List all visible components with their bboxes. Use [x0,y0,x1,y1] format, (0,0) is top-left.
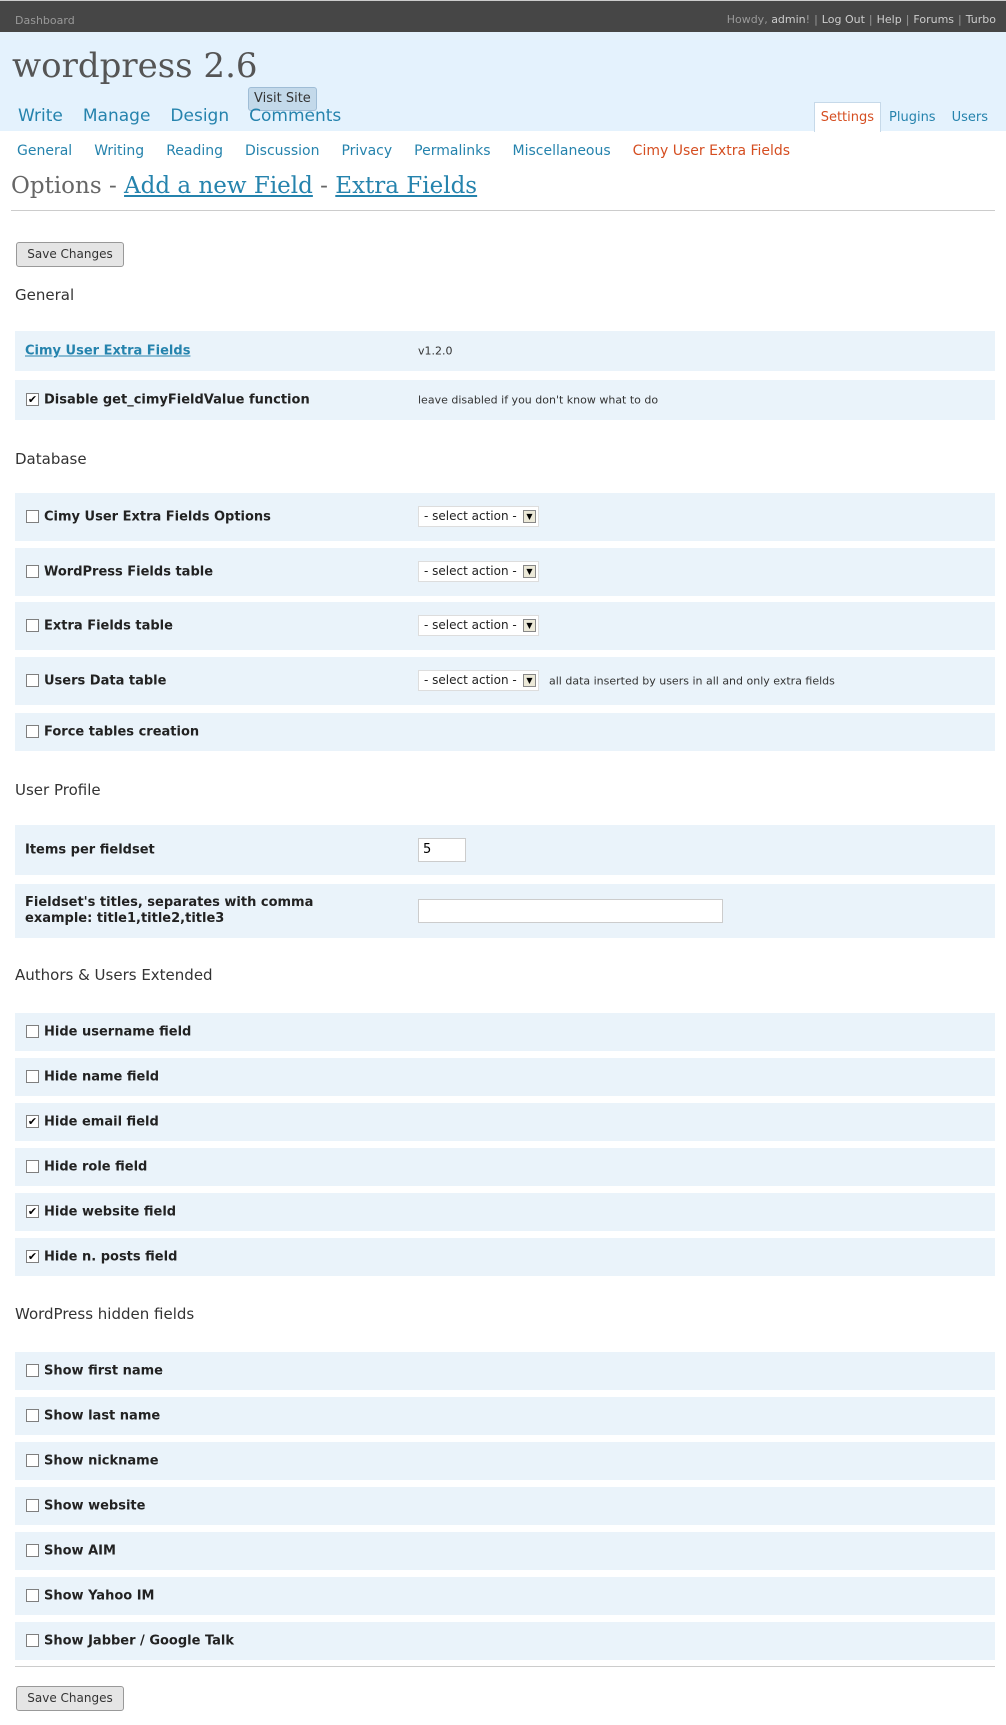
dashboard-label[interactable]: Dashboard [15,14,75,27]
divider: | [814,13,818,26]
db-wp-fields-select[interactable] [418,561,539,582]
authors-section-title: Authors & Users Extended [15,966,213,984]
howdy-suffix: ! [805,13,811,26]
fieldset-titles-row [15,884,995,938]
hide-username-checkbox[interactable] [26,1025,39,1038]
hide-username-row [15,1013,995,1051]
select-value: - select action - [424,509,517,523]
bottom-divider [15,1666,995,1667]
db-users-data-select[interactable] [418,670,539,691]
settings-submenu [17,143,790,159]
db-options-label: Cimy User Extra Fields Options [44,509,271,525]
submenu-miscellaneous[interactable]: Miscellaneous [512,143,611,159]
user-profile-section-title: User Profile [15,781,101,799]
db-users-data-checkbox[interactable] [26,674,39,687]
hide-role-row [15,1148,995,1186]
show-jabber-row [15,1622,995,1660]
plugin-info-row [15,331,995,371]
hide-email-label: Hide email field [44,1114,159,1130]
fieldset-titles-label: Fieldset's titles, separates with comma example: title1,title2,title3 [25,895,314,926]
db-extra-fields-select[interactable] [418,615,539,636]
disable-function-note: leave disabled if you don't know what to do [418,393,659,407]
select-value: - select action - [424,564,517,578]
hide-posts-checkbox[interactable]: ✔ [27,1250,38,1263]
show-website-checkbox[interactable] [26,1499,39,1512]
show-last-name-checkbox[interactable] [26,1409,39,1422]
menu-manage[interactable]: Manage [82,106,151,126]
logout-link[interactable]: Log Out [821,13,865,26]
hide-posts-label: Hide n. posts field [44,1249,178,1265]
show-aim-row [15,1532,995,1570]
submenu-privacy[interactable]: Privacy [341,143,393,159]
show-jabber-label: Show Jabber / Google Talk [44,1633,235,1649]
chevron-down-icon: ▼ [523,674,536,687]
show-yahoo-checkbox[interactable] [26,1589,39,1602]
submenu-discussion[interactable]: Discussion [245,143,320,159]
database-section-title: Database [15,450,87,468]
show-last-name-label: Show last name [44,1408,161,1424]
db-extra-fields-checkbox[interactable] [26,619,39,632]
user-links [727,13,996,26]
chevron-down-icon: ▼ [523,619,536,632]
show-yahoo-label: Show Yahoo IM [44,1588,155,1604]
divider: | [958,13,962,26]
db-extra-fields-label: Extra Fields table [44,618,173,634]
divider: | [868,13,873,26]
show-first-name-checkbox[interactable] [26,1364,39,1377]
chevron-down-icon: ▼ [523,565,536,578]
select-value: - select action - [424,618,517,632]
main-menu [18,106,341,126]
show-website-row [15,1487,995,1525]
menu-users[interactable]: Users [951,110,988,125]
page-title [11,173,477,199]
items-per-fieldset-input[interactable]: 5 [418,838,466,862]
submenu-reading[interactable]: Reading [166,143,224,159]
show-nickname-label: Show nickname [44,1453,159,1469]
show-aim-checkbox[interactable] [26,1544,39,1557]
divider: | [905,13,910,26]
save-changes-button-top[interactable]: Save Changes [16,242,124,267]
show-last-name-row [15,1397,995,1435]
menu-plugins[interactable]: Plugins [889,110,936,125]
db-users-data-label: Users Data table [44,673,167,689]
secondary-menu [814,102,996,132]
show-nickname-checkbox[interactable] [26,1454,39,1467]
show-yahoo-row [15,1577,995,1615]
visit-site-button[interactable]: Visit Site [248,87,317,111]
db-row-users-data [15,657,995,705]
select-value: - select action - [424,673,517,687]
hide-email-checkbox[interactable]: ✔ [27,1115,38,1128]
db-row-extra-fields [15,602,995,650]
chevron-down-icon: ▼ [523,510,536,523]
hide-name-label: Hide name field [44,1069,160,1085]
submenu-permalinks[interactable]: Permalinks [414,143,491,159]
hide-email-row [15,1103,995,1141]
hide-role-label: Hide role field [44,1159,148,1175]
hide-posts-row [15,1238,995,1276]
title-prefix: Options - [11,173,125,199]
user-link[interactable]: admin [771,13,806,26]
general-section-title: General [15,286,75,304]
site-title: wordpress 2.6 [12,46,258,86]
heading-divider [11,210,995,211]
disable-function-row [15,380,995,420]
howdy-prefix: Howdy, [726,13,772,26]
force-creation-label: Force tables creation [44,724,200,740]
users-data-note: all data inserted by users in all and only extra fields [549,674,835,688]
extra-fields-link[interactable]: Extra Fields [335,173,478,199]
menu-write[interactable]: Write [18,106,63,126]
turbo-link[interactable]: Turbo [965,13,996,26]
plugin-version: v1.2.0 [418,344,453,358]
show-jabber-checkbox[interactable] [26,1634,39,1647]
hide-username-label: Hide username field [44,1024,192,1040]
hide-website-row [15,1193,995,1231]
items-per-fieldset-row [15,825,995,875]
disable-function-checkbox[interactable]: ✔ [27,393,38,406]
title-separator: - [312,173,336,199]
db-wp-fields-label: WordPress Fields table [44,564,214,580]
plugin-name-link[interactable]: Cimy User Extra Fields [25,343,191,359]
add-new-field-link[interactable]: Add a new Field [124,173,313,199]
submenu-writing[interactable]: Writing [94,143,145,159]
forums-link[interactable]: Forums [913,13,955,26]
hide-name-row [15,1058,995,1096]
save-changes-button-bottom[interactable]: Save Changes [16,1686,124,1711]
db-wp-fields-checkbox[interactable] [26,565,39,578]
hide-website-checkbox[interactable]: ✔ [27,1205,38,1218]
show-website-label: Show website [44,1498,146,1514]
help-link[interactable]: Help [876,13,902,26]
hide-name-checkbox[interactable] [26,1070,39,1083]
menu-settings[interactable]: Settings [814,102,881,132]
admin-top-bar [0,0,1006,32]
submenu-general[interactable]: General [17,143,73,159]
db-row-options [15,493,995,541]
show-aim-label: Show AIM [44,1543,116,1559]
menu-comments[interactable]: Comments [249,106,342,126]
items-per-fieldset-label: Items per fieldset [25,842,155,858]
submenu-cimy-user-extra-fields[interactable]: Cimy User Extra Fields [632,143,791,159]
show-first-name-row [15,1352,995,1390]
hide-role-checkbox[interactable] [26,1160,39,1173]
fieldset-titles-input[interactable] [418,899,723,923]
menu-design[interactable]: Design [170,106,230,126]
db-options-select[interactable] [418,506,539,527]
show-nickname-row [15,1442,995,1480]
disable-function-label: Disable get_cimyFieldValue function [44,392,310,408]
show-first-name-label: Show first name [44,1363,163,1379]
db-row-wp-fields [15,548,995,596]
db-row-force-creation [15,713,995,751]
hide-website-label: Hide website field [44,1204,177,1220]
db-options-checkbox[interactable] [26,510,39,523]
hidden-fields-section-title: WordPress hidden fields [15,1305,195,1323]
force-creation-checkbox[interactable] [26,725,39,738]
admin-header [0,32,1006,131]
